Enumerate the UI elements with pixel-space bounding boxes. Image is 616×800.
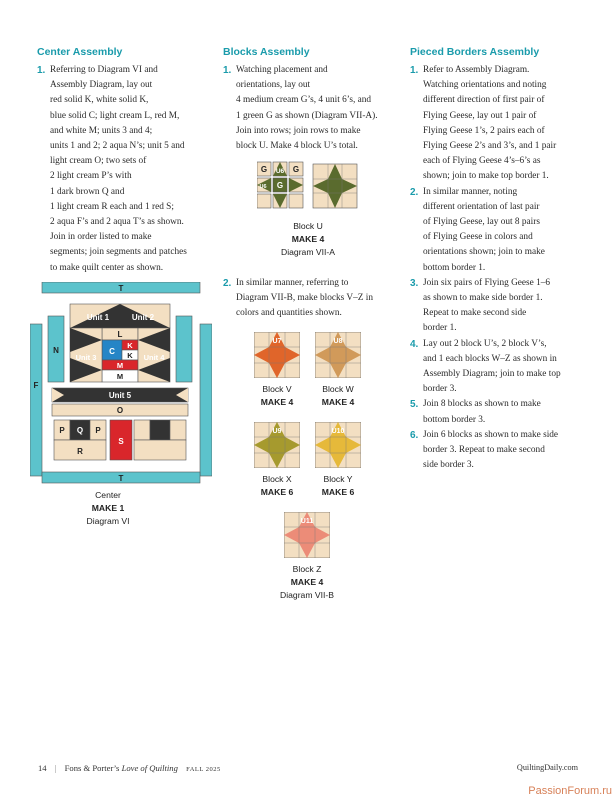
label-unit-2: Unit 2 <box>131 313 155 322</box>
border-step-1 <box>410 63 592 185</box>
label-p-2: P <box>95 426 101 435</box>
pieced-borders-section <box>410 46 592 473</box>
unit-label: U11 <box>300 518 314 525</box>
diagram-vi-caption <box>56 489 160 528</box>
step-number: 1. <box>410 65 419 76</box>
caption-title: Block U <box>293 221 323 231</box>
step-number: 4. <box>410 338 419 350</box>
label-unit-1: Unit 1 <box>86 313 110 322</box>
label-n: N <box>53 346 59 355</box>
border-step-4 <box>410 337 592 398</box>
center-step-1 <box>37 63 213 276</box>
center-assembly-heading: Center Assembly <box>37 46 123 58</box>
label-f: F <box>33 381 39 390</box>
step-number: 3. <box>410 277 419 289</box>
magazine-title: Love of Quilting <box>121 763 178 773</box>
step-number: 5. <box>410 399 419 411</box>
label-q: Q <box>76 426 84 435</box>
label-unit-3: Unit 3 <box>75 353 97 362</box>
patch-f-right <box>200 324 212 476</box>
caption-make: MAKE 4 <box>260 397 294 407</box>
caption-title: Block X <box>262 474 292 484</box>
border-step-3 <box>410 276 592 337</box>
pieced-borders-heading: Pieced Borders Assembly <box>410 46 540 58</box>
caption-title: Block Z <box>292 564 322 574</box>
block-v <box>254 332 300 378</box>
patch-r-right <box>134 440 186 460</box>
border-step-6 <box>410 428 592 474</box>
border-step-2 <box>410 185 592 276</box>
patch-g-3 <box>257 194 271 208</box>
caption-title: Block V <box>262 384 292 394</box>
step-text: Lay out 2 block U’s, 2 block V’s, and 1 each blocks W–Z as shown in Assembly Diagram; join to make top border 3. <box>423 338 561 395</box>
label-g-green: G <box>276 181 284 190</box>
step-text: Referring to Diagram VI and Assembly Diagram, lay out red solid K, white solid K, blue solid C; light cream L, red M, and white M; units 3 and 4; units 1 and 2; 2 aqua N’s; unit 5 and light cream O; two sets of 2 light cream P’s with 1 dark brown Q and 1 light cream R each and 1 red S; 2 aqua F’s and 2 aqua T’s as shown. Join in order listed to make segments; join segments and patches to make quilt center as shown. <box>50 65 187 273</box>
block-w <box>315 332 361 378</box>
blocks-step-2 <box>223 276 401 322</box>
block-z-caption <box>255 563 359 602</box>
step-number: 6. <box>410 429 419 441</box>
caption-title: Center <box>95 490 121 500</box>
patch-n-right <box>176 316 192 382</box>
block-x <box>254 422 300 468</box>
caption-title: Block Y <box>323 474 353 484</box>
caption-make: MAKE 4 <box>290 577 324 587</box>
caption-name: Diagram VI <box>86 516 130 526</box>
unit-label: U8 <box>333 338 343 345</box>
patch-p-4 <box>170 420 186 440</box>
footer-site[interactable]: QuiltingDaily.com <box>516 763 578 772</box>
caption-make: MAKE 6 <box>260 487 294 497</box>
label-k-red: K <box>127 341 133 350</box>
caption-make: MAKE 1 <box>91 503 125 513</box>
unit-label: U10 <box>331 428 345 435</box>
blocks-assembly-section <box>223 46 401 154</box>
step-text: Join six pairs of Flying Geese 1–6 as shown to make side border 1. Repeat to make second side border 1. <box>423 277 551 334</box>
step-number: 2. <box>223 278 232 289</box>
label-g-1: G <box>260 165 268 174</box>
patch-q-2 <box>150 420 170 440</box>
label-m-red: M <box>116 361 124 370</box>
step-number: 1. <box>37 65 46 76</box>
patch-g-4 <box>289 194 303 208</box>
label-u6-left: U6 <box>259 184 267 190</box>
magazine-prefix: Fons & Porter’s <box>64 763 120 773</box>
unit-label: U7 <box>272 338 282 345</box>
block-v-caption <box>247 383 307 409</box>
blocks-step-1 <box>223 63 401 154</box>
step-text: Refer to Assembly Diagram. Watching orientations and noting different direction of first pair of Flying Geese, lay out 1 pair of Flying Geese 1’s, 2 pairs each of Flying Geese 2’s and 3’s, and 1 pair each of Flying Geese 4’s–6’s as shown; join to make top border 1. <box>423 65 557 182</box>
caption-title: Block W <box>322 384 354 394</box>
blocks-assembly-heading: Blocks Assembly <box>223 46 310 58</box>
block-w-caption <box>308 383 368 409</box>
border-step-5 <box>410 397 592 427</box>
label-u6: U6 <box>275 168 285 175</box>
watermark: PassionForum.ru <box>528 785 612 797</box>
issue: FALL 2025 <box>186 766 221 773</box>
label-o: O <box>116 406 124 415</box>
label-s: S <box>118 437 124 446</box>
step-number: 1. <box>223 65 232 76</box>
label-k-white: K <box>127 351 133 360</box>
label-g-2: G <box>292 165 300 174</box>
diagram-vii-a <box>257 160 359 216</box>
page-number: 14 <box>38 763 47 773</box>
step-number: 2. <box>410 186 419 198</box>
block-x-caption <box>247 473 307 499</box>
label-r: R <box>77 447 83 456</box>
footer-left <box>38 763 221 773</box>
label-t-top: T <box>118 284 124 293</box>
step-text: Join 8 blocks as shown to make bottom border 3. <box>423 399 541 425</box>
diagram-vi <box>30 282 212 488</box>
step-text: Join 6 blocks as shown to make side border 3. Repeat to make second side border 3. <box>423 429 559 471</box>
caption-make: MAKE 4 <box>321 397 355 407</box>
label-unit-4: Unit 4 <box>143 353 165 362</box>
step-text: In similar manner, noting different orientation of last pair of Flying Geese, lay out 8 pairs of Flying Geese in colors and orientations shown; join to make bottom border 1. <box>423 186 545 273</box>
block-u-finished <box>313 164 357 208</box>
patch-f-left <box>30 324 42 476</box>
block-y <box>315 422 361 468</box>
caption-name: Diagram VII-A <box>281 247 335 257</box>
caption-name: Diagram VII-B <box>280 590 334 600</box>
step-text: Watching placement and orientations, lay out 4 medium cream G’s, 4 unit 6’s, and 1 green G as shown (Diagram VII-A). Join into rows; join rows to make block U. Make 4 block U’s total. <box>236 65 378 152</box>
diagram-vii-a-caption <box>256 220 360 259</box>
label-c: C <box>109 347 115 356</box>
block-y-caption <box>308 473 368 499</box>
label-unit-5: Unit 5 <box>108 391 132 400</box>
label-p-1: P <box>59 426 65 435</box>
unit-label: U9 <box>272 428 282 435</box>
label-t-bottom: T <box>118 474 124 483</box>
block-z <box>284 512 330 558</box>
caption-make: MAKE 4 <box>291 234 325 244</box>
step-text: In similar manner, referring to Diagram VII-B, make blocks V–Z in colors and quantities shown. <box>236 278 374 319</box>
label-l: L <box>117 330 123 339</box>
center-assembly-section <box>37 46 213 276</box>
patch-p-3 <box>134 420 150 440</box>
label-m-white: M <box>116 372 124 381</box>
footer-divider: | <box>54 763 57 773</box>
caption-make: MAKE 6 <box>321 487 355 497</box>
